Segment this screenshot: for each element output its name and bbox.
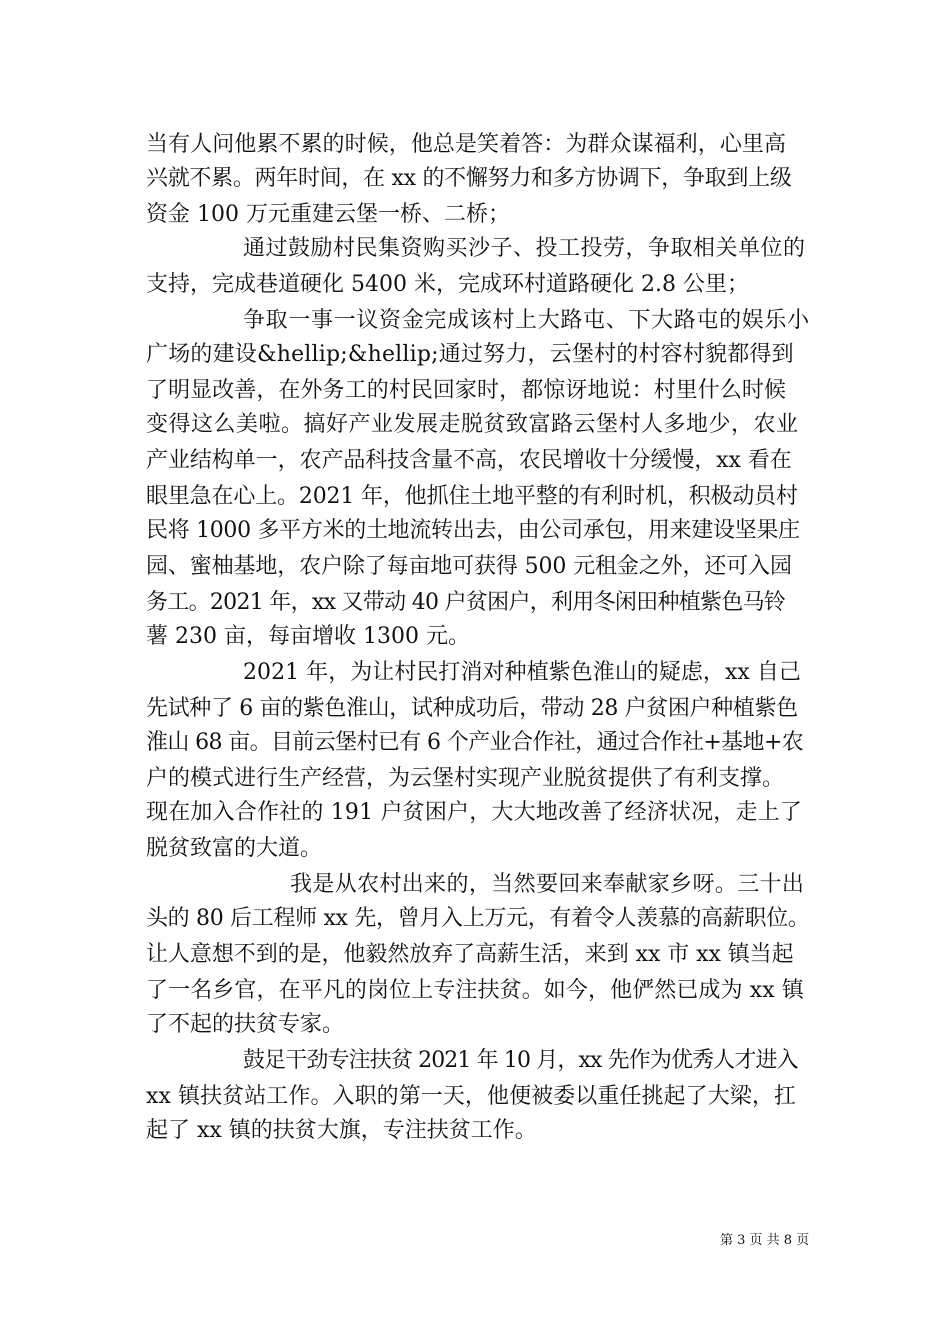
body-text-line: 现在加入合作社的 191 户贫困户，大大地改善了经济状况，走上了 xyxy=(146,800,803,825)
body-text-line: 让人意想不到的是，他毅然放弃了高薪生活，来到 xx 市 xx 镇当起 xyxy=(146,942,794,967)
body-text-line: 变得这么美啦。搞好产业发展走脱贫致富路云堡村人多地少，农业 xyxy=(146,412,799,437)
body-text-line: 起了 xx 镇的扶贫大旗，专注扶贫工作。 xyxy=(146,1118,537,1143)
body-text-line: xx 镇扶贫站工作。入职的第一天，他便被委以重任挑起了大梁，扛 xyxy=(146,1084,796,1109)
body-text-line: 资金 100 万元重建云堡一桥、二桥； xyxy=(146,202,510,227)
body-text-line: 争取一事一议资金完成该村上大路屯、下大路屯的娱乐小 xyxy=(243,308,810,333)
body-text-line: 脱贫致富的大道。 xyxy=(146,836,323,861)
body-text-line: 园、蜜柚基地，农户除了每亩地可获得 500 元租金之外，还可入园 xyxy=(146,554,792,579)
body-text-line: 了一名乡官，在平凡的岗位上专注扶贫。如今，他俨然已成为 xx 镇 xyxy=(146,978,805,1003)
body-text-line: 支持，完成巷道硬化 5400 米，完成环村道路硬化 2.8 公里； xyxy=(146,272,749,297)
body-text-line: 鼓足干劲专注扶贫 2021 年 10 月，xx 先作为优秀人才进入 xyxy=(243,1048,798,1073)
body-text-line: 民将 1000 多平方米的土地流转出去，由公司承包，用来建设坚果庄 xyxy=(146,518,800,543)
body-text-line: 2021 年，为让村民打消对种植紫色淮山的疑虑，xx 自己 xyxy=(243,660,801,685)
body-text-line: 通过鼓励村民集资购买沙子、投工投劳，争取相关单位的 xyxy=(243,236,806,261)
body-text-line: 先试种了 6 亩的紫色淮山，试种成功后，带动 28 户贫困户种植紫色 xyxy=(146,696,798,721)
body-text-line: 了明显改善，在外务工的村民回家时，都惊讶地说：村里什么时候 xyxy=(146,378,787,403)
body-text-line: 当有人问他累不累的时候，他总是笑着答：为群众谋福利，心里高 xyxy=(146,132,787,157)
body-text-line: 务工。2021 年，xx 又带动 40 户贫困户，利用冬闲田种植紫色马铃 xyxy=(146,590,786,615)
body-text-line: 我是从农村出来的，当然要回来奉献家乡呀。三十出 xyxy=(290,872,805,897)
body-text-line: 头的 80 后工程师 xx 先，曾月入上万元，有着令人羡慕的高薪职位。 xyxy=(146,906,810,931)
body-text-line: 薯 230 亩，每亩增收 1300 元。 xyxy=(146,624,470,649)
body-text-line: 兴就不累。两年时间，在 xx 的不懈努力和多方协调下，争取到上级 xyxy=(146,166,792,191)
body-text-line: 淮山 68 亩。目前云堡村已有 6 个产业合作社，通过合作社+基地+农 xyxy=(146,730,804,755)
page-number-footer: 第 3 页 共 8 页 xyxy=(720,1233,810,1248)
body-text-line: 广场的建设&hellip;&hellip;通过努力，云堡村的村容村貌都得到 xyxy=(146,342,794,367)
body-text-line: 产业结构单一，农产品科技含量不高，农民增收十分缓慢，xx 看在 xyxy=(146,448,792,473)
body-text-line: 眼里急在心上。2021 年，他抓住土地平整的有利时机，积极动员村 xyxy=(146,484,798,509)
body-text-line: 户的模式进行生产经营，为云堡村实现产业脱贫提供了有利支撑。 xyxy=(146,766,785,791)
body-text-line: 了不起的扶贫专家。 xyxy=(146,1012,345,1037)
